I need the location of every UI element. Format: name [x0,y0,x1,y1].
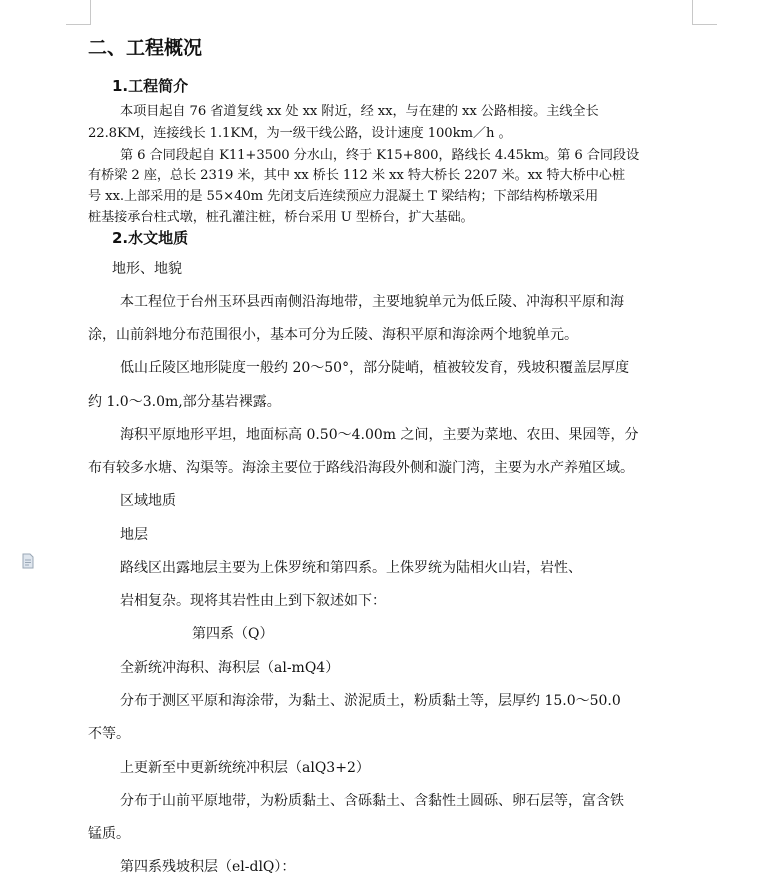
paragraph-line: 本工程位于台州玉环县西南侧沿海地带，主要地貌单元为低丘陵、冲海积平原和海 [120,294,624,310]
paragraph-line: 22.8KM，连接线长 1.1KM，为一级干线公路，设计速度 100km／h 。 [88,126,512,141]
paragraph-line: 第 6 合同段起自 K11+3500 分水山，终于 K15+800，路线长 4.45km。第 6 合同段设 [120,148,640,163]
subsection-title-1: 1.工程简介 [112,77,189,95]
paragraph-line: 号 xx.上部采用的是 55×40m 先闭支后连续预应力混凝土 T 梁结构；下部结构桥墩采用 [88,189,599,204]
paragraph-line: 地层 [120,527,148,543]
paragraph-line: 第四系（Q） [192,626,274,642]
paragraph-line: 地形、地貌 [112,261,182,277]
paragraph-line: 分布于山前平原地带，为粉质黏土、含砾黏土、含黏性土圆砾、卵石层等，富含铁 [120,793,624,809]
paragraph-line: 不等。 [88,726,130,742]
paragraph-line: 涂，山前斜地分布范围很小，基本可分为丘陵、海积平原和海涂两个地貌单元。 [88,327,578,343]
paragraph-line: 路线区出露地层主要为上侏罗统和第四系。上侏罗统为陆相火山岩，岩性、 [120,560,582,576]
subsection-title-2: 2.水文地质 [112,229,189,247]
paragraph-line: 低山丘陵区地形陡度一般约 20～50°，部分陡峭，植被较发育，残坡积覆盖层厚度 [120,360,630,376]
paragraph-line: 锰质。 [88,826,130,842]
page-corner-mark-left [66,0,91,25]
paragraph-line: 上更新至中更新统统冲积层（alQ3+2） [120,760,370,776]
paragraph-line: 岩相复杂。现将其岩性由上到下叙述如下： [120,593,386,609]
paragraph-line: 约 1.0～3.0m,部分基岩裸露。 [88,394,281,410]
paragraph-line: 桩基接承台柱式墩，桩孔灌注桩，桥台采用 U 型桥台，扩大基础。 [88,210,474,225]
paragraph-line: 海积平原地形平坦，地面标高 0.50～4.00m 之间，主要为菜地、农田、果园等，分 [120,427,639,443]
paragraph-line: 有桥梁 2 座，总长 2319 米，其中 xx 桥长 112 米 xx 特大桥长 2207 米。xx 特大桥中心桩 [88,168,625,183]
paragraph-line: 区域地质 [120,493,176,509]
paragraph-line: 本项目起自 76 省道复线 xx 处 xx 附近，经 xx，与在建的 xx 公路相接。主线全长 [120,104,599,119]
paragraph-line: 分布于测区平原和海涂带，为黏土、淤泥质土，粉质黏土等，层厚约 15.0～50.0 [120,693,621,709]
paragraph-line: 布有较多水塘、沟渠等。海涂主要位于路线沿海段外侧和漩门湾，主要为水产养殖区域。 [88,460,634,476]
document-options-icon[interactable] [20,553,36,569]
page-corner-mark-right [692,0,717,25]
paragraph-line: 第四系残坡积层（el-dlQ）： [120,859,296,875]
section-heading: 二、工程概况 [88,37,203,59]
paragraph-line: 全新统冲海积、海积层（al-mQ4） [120,660,340,676]
